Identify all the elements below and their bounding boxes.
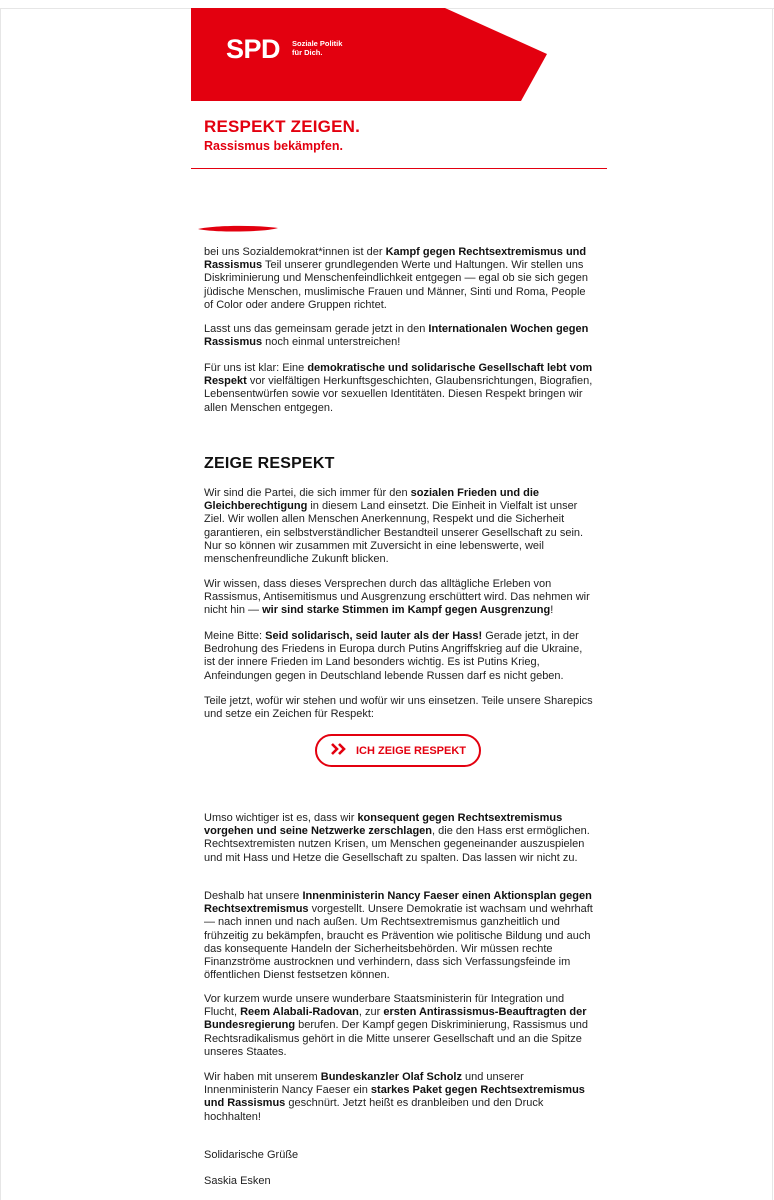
- text-run: Umso wichtiger ist es, dass wir: [204, 812, 358, 824]
- text-run: !: [550, 604, 554, 617]
- text-run: Vor kurzem wurde unsere wunderbare Staatsministerin für Integration und Flucht,: [204, 993, 565, 1019]
- spd-logo[interactable]: SPD: [226, 34, 281, 64]
- text-run: Für uns ist klar: Eine: [204, 362, 308, 374]
- section-paragraph-4: [204, 695, 596, 721]
- text-run: Wir wissen, dass dieses Versprechen durch das alltägliche Erleben von Rassismus, Antisemitismus und Ausgrenzung erschüttert wird. Das nehmen wir nicht hin —: [204, 578, 590, 617]
- hero-title: RESPEKT ZEIGEN.: [204, 117, 361, 136]
- body-paragraph-4: [204, 1071, 596, 1124]
- bold-text: sozialen Frieden und die Gleichberechtigung: [204, 487, 539, 513]
- text-run: vorgestellt. Unsere Demokratie ist wachsam und wehrhaft — nach innen und nach außen. Um Rechtsextremismus ganzheitlich und frühzeitig zu bekämpfen, braucht es Prävention wie politische Bildung und auch das konsequente Handeln der Sicherheitsbehörden. Wir müssen rechte Finanzströme austrocknen und verhindern, dass sich Verfassungsfeinde im öffentlichen Dienst festsetzen können.: [204, 903, 593, 982]
- ich-zeige-respekt-button[interactable]: [315, 734, 481, 767]
- bold-text: Seid solidarisch, seid lauter als der Hass!: [265, 630, 483, 642]
- bold-text: Innenministerin Nancy Faeser einen Aktionsplan gegen Rechtsextremismus: [204, 890, 592, 916]
- text-run: berufen. Der Kampf gegen Diskriminierung, Rassismus und Rechtsradikalismus gehört in die Mitte unserer Gesellschaft und an die Spitze unseres Staates.: [204, 1019, 588, 1058]
- text-run: in diesem Land einsetzt. Die Einheit in Vielfalt ist unser Ziel. Wir wollen allen Menschen Anerkennung, Respekt und die Sicherheit garantieren, ein selbstverständlicher Bestandteil unserer Gesellschaft zu sein. Nur so können wir zusammen mit Zuversicht in eine lebenswerte, weil menschenfreundliche Zukunft blicken.: [204, 500, 584, 566]
- hero-divider: [191, 168, 607, 169]
- text-run: bei uns Sozialdemokrat*innen ist der: [204, 246, 386, 258]
- bold-text: ersten Antirassismus-Beauftragten der Bundesregierung: [204, 1006, 587, 1032]
- bold-text: Kampf gegen Rechtsextremismus und Rassismus: [204, 246, 587, 272]
- intro-paragraph-2: [204, 323, 596, 349]
- section-paragraph-3: [204, 630, 596, 683]
- hero-subtitle: Rassismus bekämpfen.: [204, 139, 343, 153]
- intro-paragraph-1: [204, 246, 596, 312]
- text-run: vor vielfältigen Herkunftsgeschichten, Glaubensrichtungen, Biografien, Lebensentwürfen sowie vor sexuellen Identitäten. Diesen Respekt bringen wir allen Menschen entgegen.: [204, 375, 593, 414]
- bold-text: demokratische und solidarische Gesellschaft lebt vom Respekt: [204, 362, 593, 388]
- signature-name: Saskia Esken: [204, 1175, 271, 1187]
- cta-label: ICH ZEIGE RESPEKT: [355, 744, 467, 757]
- bold-text: Internationalen Wochen gegen Rassismus: [204, 323, 589, 349]
- text-run: , zur: [358, 1006, 384, 1019]
- section-title: ZEIGE RESPEKT: [204, 455, 335, 472]
- text-run: Teile jetzt, wofür wir stehen und wofür wir uns einsetzen. Teile unsere Sharepics und setze ein Zeichen für Respekt:: [204, 695, 593, 721]
- frame-left-border: [0, 8, 1, 1200]
- intro-paragraph-3: [204, 362, 596, 415]
- text-run: Wir haben mit unserem: [204, 1071, 321, 1083]
- text-run: und unserer Innenministerin Nancy Faeser ein: [204, 1071, 524, 1097]
- text-run: Gerade jetzt, in der Bedrohung des Friedens in Europa durch Putins Angriffskrieg auf die Ukraine, ist der innere Frieden im Land besonders wichtig. Es ist Putins Krieg, Anfeindungen gegen in Deutschland lebende Russen darf es nicht geben.: [204, 630, 583, 682]
- text-run: Teil unserer grundlegenden Werte und Haltungen. Wir stellen uns Diskriminierung und Menschenfeindlichkeit entgegen — egal ob sie sich gegen jüdische Menschen, muslimische Frauen und Männer, Sinti und Roma, People of Color oder andere Gruppen richtet.: [204, 259, 589, 311]
- bold-text: Bundeskanzler Olaf Scholz: [320, 1071, 462, 1083]
- text-run: Wir sind die Partei, die sich immer für den: [204, 487, 411, 499]
- bold-text: Reem Alabali-Radovan: [240, 1006, 359, 1019]
- text-run: noch einmal unterstreichen!: [262, 336, 401, 349]
- text-run: , die den Hass erst ermöglichen. Rechtsextremisten nutzen Krisen, um Menschen gegeneinander auszuspielen und mit Hass und Hetze die Gesellschaft zu spalten. Das lassen wir nicht zu.: [204, 825, 590, 864]
- redacted-salutation: [196, 224, 280, 233]
- bold-text: wir sind starke Stimmen im Kampf gegen Ausgrenzung: [262, 604, 551, 617]
- bold-text: starkes Paket gegen Rechtsextremismus und Rassismus: [204, 1084, 585, 1110]
- double-chevron-right-icon: [330, 743, 348, 758]
- body-paragraph-2: [204, 890, 596, 982]
- text-run: Lasst uns das gemeinsam gerade jetzt in den: [204, 323, 429, 335]
- body-paragraph-1: [204, 812, 596, 865]
- closing-greeting: Solidarische Grüße: [204, 1149, 299, 1161]
- section-paragraph-2: [204, 578, 596, 618]
- frame-right-border: [772, 8, 773, 1200]
- text-run: Meine Bitte:: [204, 630, 266, 642]
- logo-tagline: Soziale Politik für Dich.: [292, 39, 343, 57]
- text-run: Deshalb hat unsere: [204, 890, 303, 902]
- body-paragraph-3: [204, 993, 596, 1059]
- bold-text: konsequent gegen Rechtsextremismus vorgehen und seine Netzwerke zerschlagen: [204, 812, 563, 838]
- section-paragraph-1: [204, 487, 596, 566]
- text-run: geschnürt. Jetzt heißt es dranbleiben und den Druck hochhalten!: [204, 1097, 544, 1123]
